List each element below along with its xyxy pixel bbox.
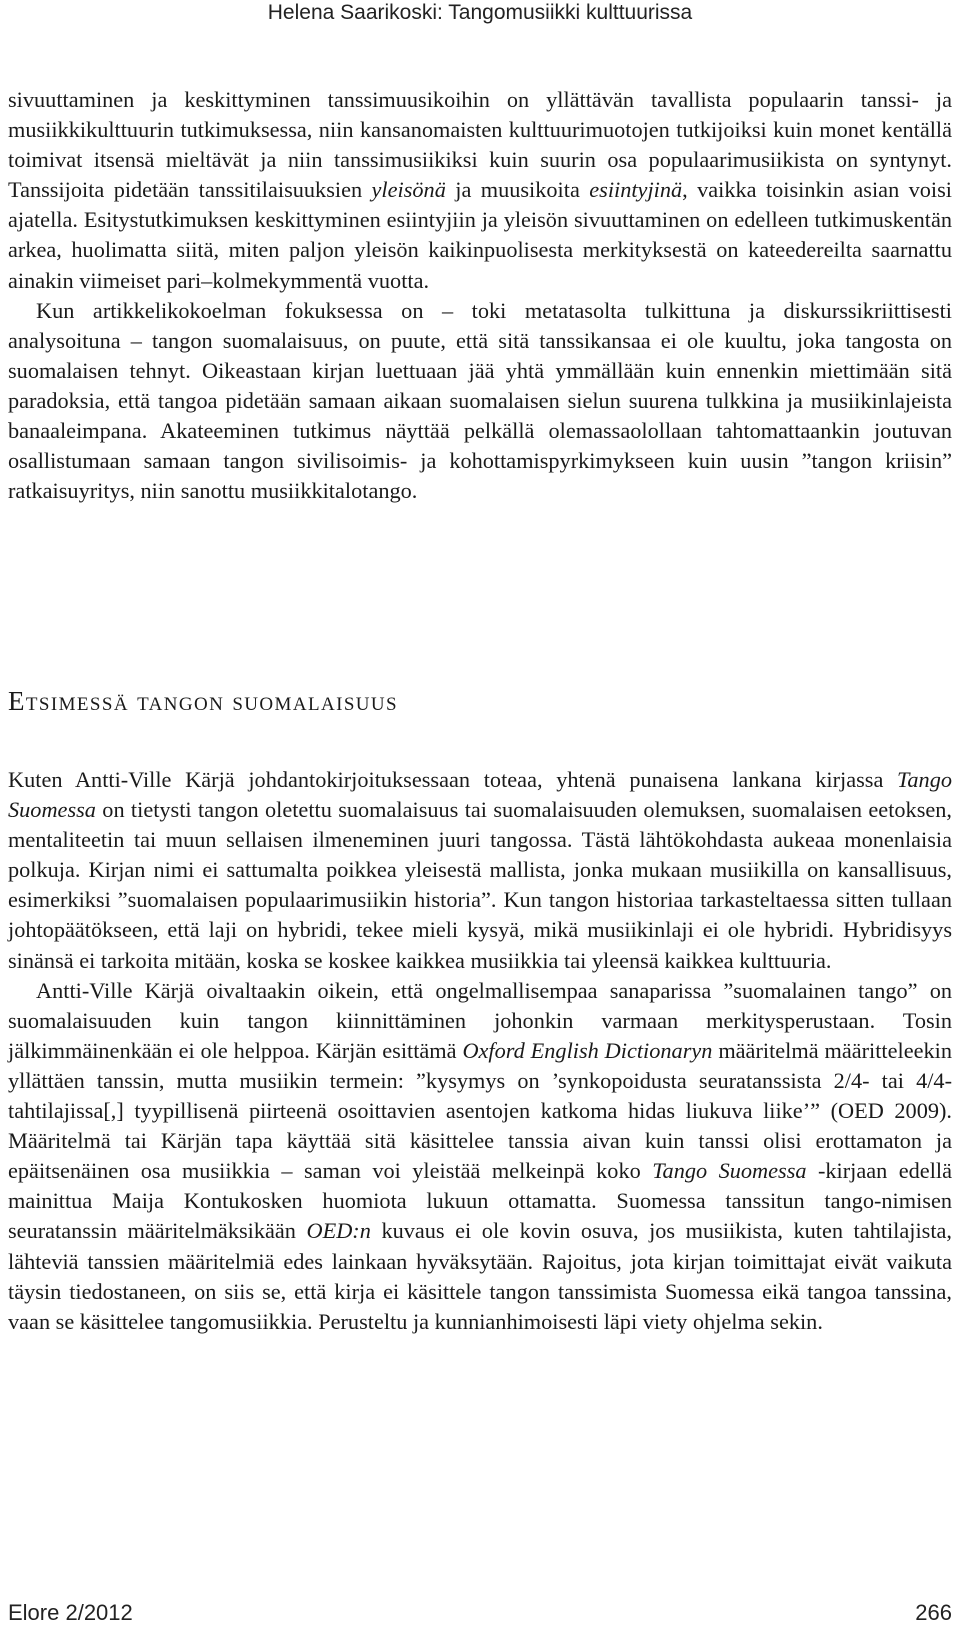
running-header: Helena Saarikoski: Tangomusiikki kulttuurissa	[267, 1, 693, 24]
italic-term: esiintyjinä	[589, 177, 683, 203]
text-run: ja muusikoita	[445, 177, 590, 203]
italic-term: yleisönä	[371, 177, 446, 203]
text-run: , vaikka toisinkin asian voisi ajatella. Esitystutkimuksen keskittyminen esiintyjiin ja yleisön sivuuttaminen on edelleen tutkimuskentän arkea, huolimatta siitä, miten paljon yleisön kaikinpuolisesta merkityksestä on kateedereilta saarnattu ainakin viimeiset pari–kolmekymmentä vuotta.	[8, 177, 952, 293]
body-text-block-2	[8, 765, 952, 1337]
paragraph-1	[8, 85, 952, 296]
italic-book-title: Tango Suomessa	[8, 767, 952, 823]
italic-book-title: Tango Suomessa	[652, 1158, 807, 1184]
section-heading: Etsimessä tangon suomalaisuus	[8, 686, 398, 716]
italic-dictionary-title: Oxford English Dictionaryn	[462, 1037, 713, 1063]
paragraph-4	[8, 976, 952, 1337]
text-run: -kirjaan edellä mainittua Maija Kontukosken huomiota lukuun ottamatta. Suomessa tanssitun tango-nimisen seuratanssin määritelmäksikään	[8, 1158, 952, 1244]
page-number: 266	[915, 1600, 952, 1625]
text-run: Antti-Ville Kärjä oivaltaakin oikein, että ongelmallisempaa sanaparissa ”suomalainen tango” on suomalaisuuden kuin tangon kiinnittäminen johonkin varmaan merkitysperustaan. Tosin jälkimmäinenkään ei ole helppoa. Kärjän esittämä	[8, 977, 952, 1063]
text-run: määritelmä määritteleekin yllättäen tanssin, mutta musiikin termein: ”kysymys on ’synkopoidusta seuratanssista 2/4- tai 4/4-tahtilajissa[,] tyypillisenä piirteenä osoittavien asentojen katkoma hidas liukuva liike’” (OED 2009). Määritelmä tai Kärjän tapa käyttää sitä käsittelee tanssia aivan kuin tanssi olisi erottamaton ja epäitsenäinen osa musiikkia – saman voi yleistää melkeinpä koko	[8, 1037, 953, 1184]
paragraph-3	[8, 765, 952, 976]
italic-abbreviation: OED:n	[306, 1218, 371, 1244]
paragraph-2: Kun artikkelikokoelman fokuksessa on – toki metatasolta tulkittuna ja diskurssikriittisesti analysoituna – tangon suomalaisuus, on puute, että sitä tanssikansaa ei ole kuultu, joka tangosta on suomalaisen tehnyt. Oikeastaan kirjan luettuaan jää yhtä ymmällään kuin ennenkin miettimään sitä paradoksia, että tangoa pidetään samaan aikaan suomalaisen sielun suurena tulkkina ja musiikinlajeista banaaleimpana. Akateeminen tutkimus näyttää pelkällä olemassaolollaan tahtomattaankin joutuvan osallistumaan samaan tangon sivilisoimis- ja kohottamispyrkimykseen kuin uusin ”tangon kriisin” ratkaisuyritys, niin sanottu musiikkitalotango.	[8, 297, 952, 504]
text-run: kuvaus ei ole kovin osuva, jos musiikista, kuten tahtilajista, lähteviä tanssien määritelmiä edes lainkaan hyväksytään. Rajoitus, jota kirjan toimittajat eivät vaikuta täysin tiedostaneen, on siis se, että kirja ei käsittele tangon tanssimista Suomessa eikä tangoa tanssina, vaan se käsittelee tangomusiikkia. Perusteltu ja kunnianhimoisesti läpi viety ohjelma sekin.	[8, 1218, 952, 1334]
text-run: on tietysti tangon oletettu suomalaisuus tai suomalaisuuden olemuksen, suomalaisen eetoksen, mentaliteetin tai muun sellaisen ilmeneminen juuri tangossa. Tästä lähtökohdasta aukeaa monenlaisia polkuja. Kirjan nimi ei sattumalta poikkea yleisestä mallista, jonka mukaan musiikilla on kansallisuus, esimerkiksi ”suomalaisen populaarimusiikin historia”. Kun tangon historiaa tarkasteltaessa sitten tullaan johtopäätökseen, että laji on hybridi, tekee mieli kysyä, mikä musiikinlaji ei ole hybridi. Hybridisyys sinänsä ei tarkoita mitään, koska se koskee kaikkea musiikkia tai yleensä kaikkea kulttuuria.	[8, 797, 952, 973]
text-run: sivuuttaminen ja keskittyminen tanssimuusikoihin on yllättävän tavallista populaarin tanssi- ja musiikkikulttuurin tutkimuksessa, niin kansanomaisten kulttuurimuotojen tutkijoiksi kuin monet kentällä toimivat itsensä mieltävät ja niin tanssimusiikiksi kuin suurin osa populaarimusiikista on syntynyt. Tanssijoita pidetään tanssitilaisuuksien	[8, 87, 952, 203]
body-text-block-1	[8, 85, 952, 506]
text-run: Kuten Antti-Ville Kärjä johdantokirjoituksessaan toteaa, yhtenä punaisena lankana kirjassa	[8, 767, 898, 792]
journal-issue: Elore 2/2012	[8, 1600, 133, 1625]
